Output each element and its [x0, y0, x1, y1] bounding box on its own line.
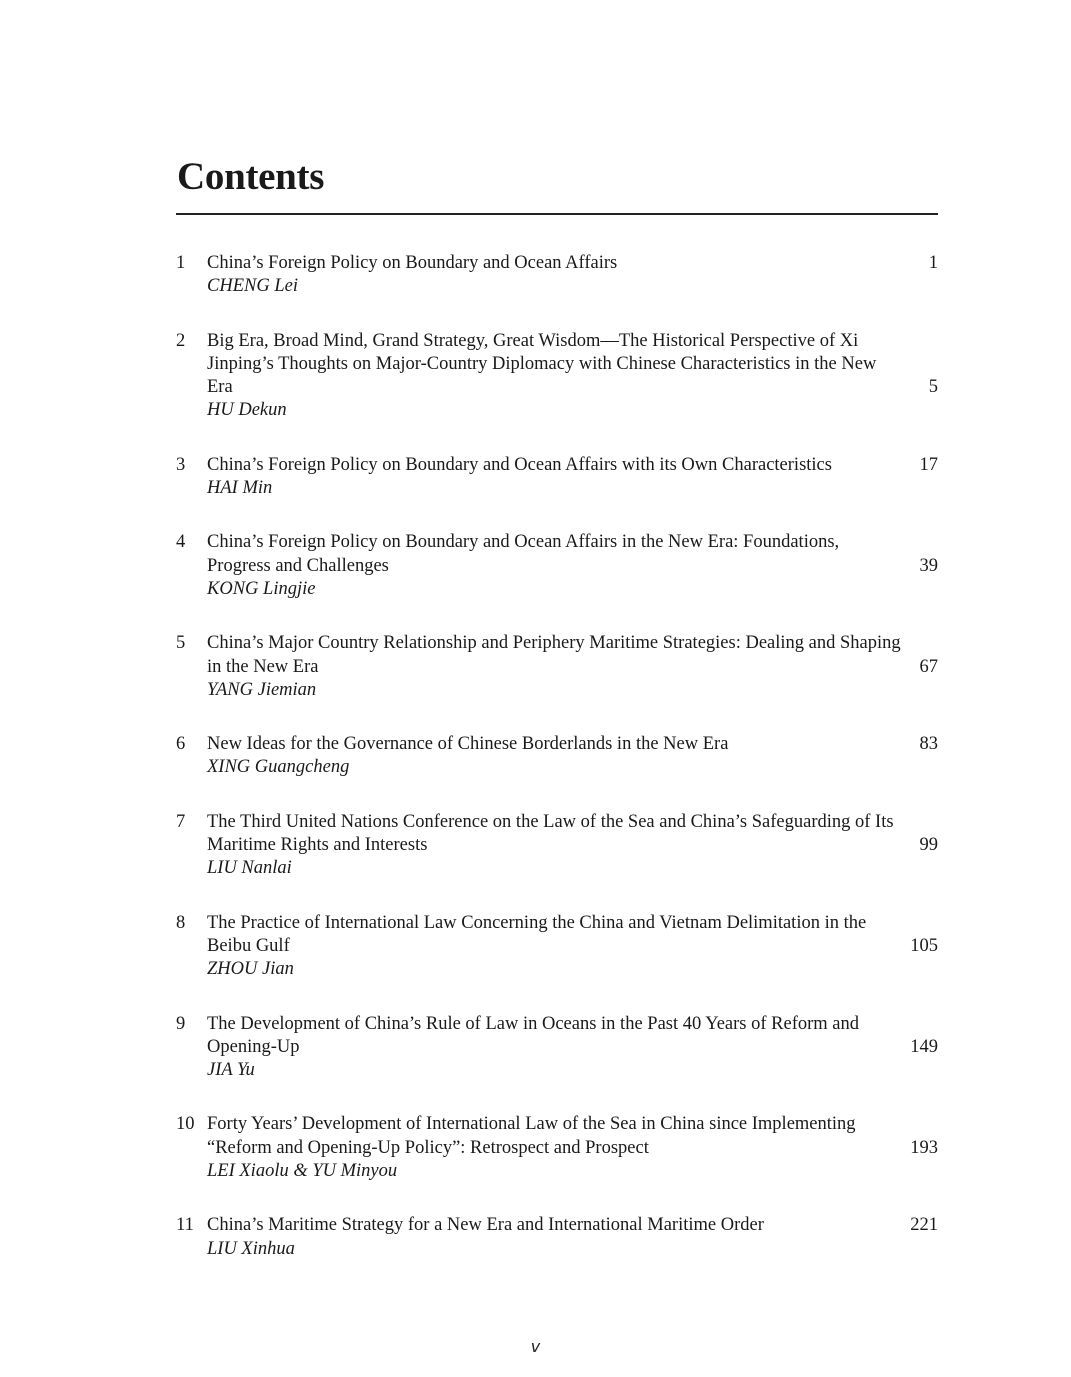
chapter-number: 10 [176, 1114, 195, 1135]
entry-body [207, 912, 938, 982]
chapter-number: 1 [176, 253, 186, 273]
page-number[interactable]: 1 [928, 253, 938, 273]
toc-entry[interactable] [176, 1113, 938, 1183]
chapter-author: CHENG Lei [207, 276, 298, 297]
chapter-author: LIU Nanlai [207, 858, 292, 879]
chapter-title-line[interactable]: Progress and Challenges [207, 555, 389, 576]
chapter-title-line[interactable]: “Reform and Opening-Up Policy”: Retrospect and Prospect [207, 1137, 649, 1158]
chapter-author: LEI Xiaolu & YU Minyou [207, 1161, 398, 1182]
table-of-contents [176, 252, 938, 1292]
page-number[interactable]: 17 [919, 454, 938, 475]
page-number[interactable]: 67 [919, 656, 938, 677]
toc-entry[interactable] [176, 252, 938, 299]
entry-body [207, 1013, 938, 1083]
page-folio: v [530, 1337, 541, 1356]
chapter-title-line[interactable]: Opening-Up [207, 1036, 300, 1057]
entry-body [207, 733, 938, 780]
page-number[interactable]: 193 [910, 1137, 938, 1158]
page-number[interactable]: 5 [928, 377, 938, 398]
page-number[interactable]: 99 [919, 835, 938, 856]
chapter-title-line[interactable]: Era [207, 377, 233, 398]
chapter-number: 9 [176, 1013, 186, 1034]
chapter-title-line[interactable]: The Practice of International Law Concerning the China and Vietnam Delimitation in the [207, 912, 867, 933]
chapter-author: LIU Xinhua [207, 1238, 295, 1259]
page-number[interactable]: 83 [919, 734, 938, 755]
page-number[interactable]: 105 [910, 935, 938, 956]
chapter-title-line[interactable]: China’s Foreign Policy on Boundary and Ocean Affairs in the New Era: Foundations, [207, 532, 840, 553]
toc-entry[interactable] [176, 454, 938, 501]
entry-body [207, 454, 938, 501]
chapter-author: YANG Jiemian [207, 679, 317, 700]
entry-body [207, 531, 938, 601]
chapter-author: XING Guangcheng [207, 757, 350, 778]
chapter-title-line[interactable]: Jinping’s Thoughts on Major-Country Diplomacy with Chinese Characteristics in the New [207, 353, 877, 374]
chapter-title-line[interactable]: China’s Major Country Relationship and Periphery Maritime Strategies: Dealing and Shaping [207, 633, 901, 654]
page-title: Contents [177, 155, 325, 198]
chapter-number: 5 [176, 633, 186, 654]
chapter-title-line[interactable]: New Ideas for the Governance of Chinese Borderlands in the New Era [207, 734, 729, 755]
entry-body [207, 252, 938, 299]
toc-entry[interactable] [176, 912, 938, 982]
chapter-author: HU Dekun [207, 400, 287, 421]
toc-entry[interactable] [176, 1214, 938, 1261]
chapter-number: 4 [176, 532, 186, 553]
chapter-author: JIA Yu [207, 1060, 255, 1081]
chapter-author: HAI Min [207, 478, 273, 499]
page-number[interactable]: 149 [910, 1036, 938, 1057]
chapter-title-line[interactable]: China’s Maritime Strategy for a New Era and International Maritime Order [207, 1215, 764, 1236]
chapter-title-line[interactable]: China’s Foreign Policy on Boundary and Ocean Affairs [207, 253, 618, 273]
chapter-author: KONG Lingjie [207, 578, 316, 599]
page-number[interactable]: 39 [919, 555, 938, 576]
chapter-number: 7 [176, 811, 186, 832]
chapter-number: 8 [176, 912, 186, 933]
chapter-title-line[interactable]: China’s Foreign Policy on Boundary and Ocean Affairs with its Own Characteristics [207, 454, 832, 475]
chapter-number: 6 [176, 734, 186, 755]
chapter-title-line[interactable]: Forty Years’ Development of International Law of the Sea in China since Implementing [207, 1114, 856, 1135]
chapter-title-line[interactable]: Maritime Rights and Interests [207, 835, 428, 856]
toc-entry[interactable] [176, 1013, 938, 1083]
chapter-number: 2 [176, 330, 186, 351]
toc-entry[interactable] [176, 531, 938, 601]
chapter-number: 3 [176, 454, 186, 475]
toc-entry[interactable] [176, 330, 938, 423]
entry-body [207, 811, 938, 881]
chapter-title-line[interactable]: in the New Era [207, 656, 319, 677]
toc-entry[interactable] [176, 632, 938, 702]
entry-body [207, 330, 938, 423]
toc-entry[interactable] [176, 733, 938, 780]
entry-body [207, 1113, 938, 1183]
toc-entry[interactable] [176, 811, 938, 881]
chapter-title-line[interactable]: The Development of China’s Rule of Law in Oceans in the Past 40 Years of Reform and [207, 1013, 859, 1034]
entry-body [207, 1214, 938, 1261]
chapter-author: ZHOU Jian [207, 959, 294, 980]
title-rule [176, 213, 938, 215]
chapter-title-line[interactable]: Beibu Gulf [207, 935, 290, 956]
entry-body [207, 632, 938, 702]
chapter-number: 11 [176, 1215, 194, 1236]
chapter-title-line[interactable]: Big Era, Broad Mind, Grand Strategy, Great Wisdom—The Historical Perspective of Xi [207, 330, 859, 351]
page-number[interactable]: 221 [910, 1215, 938, 1236]
chapter-title-line[interactable]: The Third United Nations Conference on the Law of the Sea and China’s Safeguarding of Its [207, 811, 894, 832]
